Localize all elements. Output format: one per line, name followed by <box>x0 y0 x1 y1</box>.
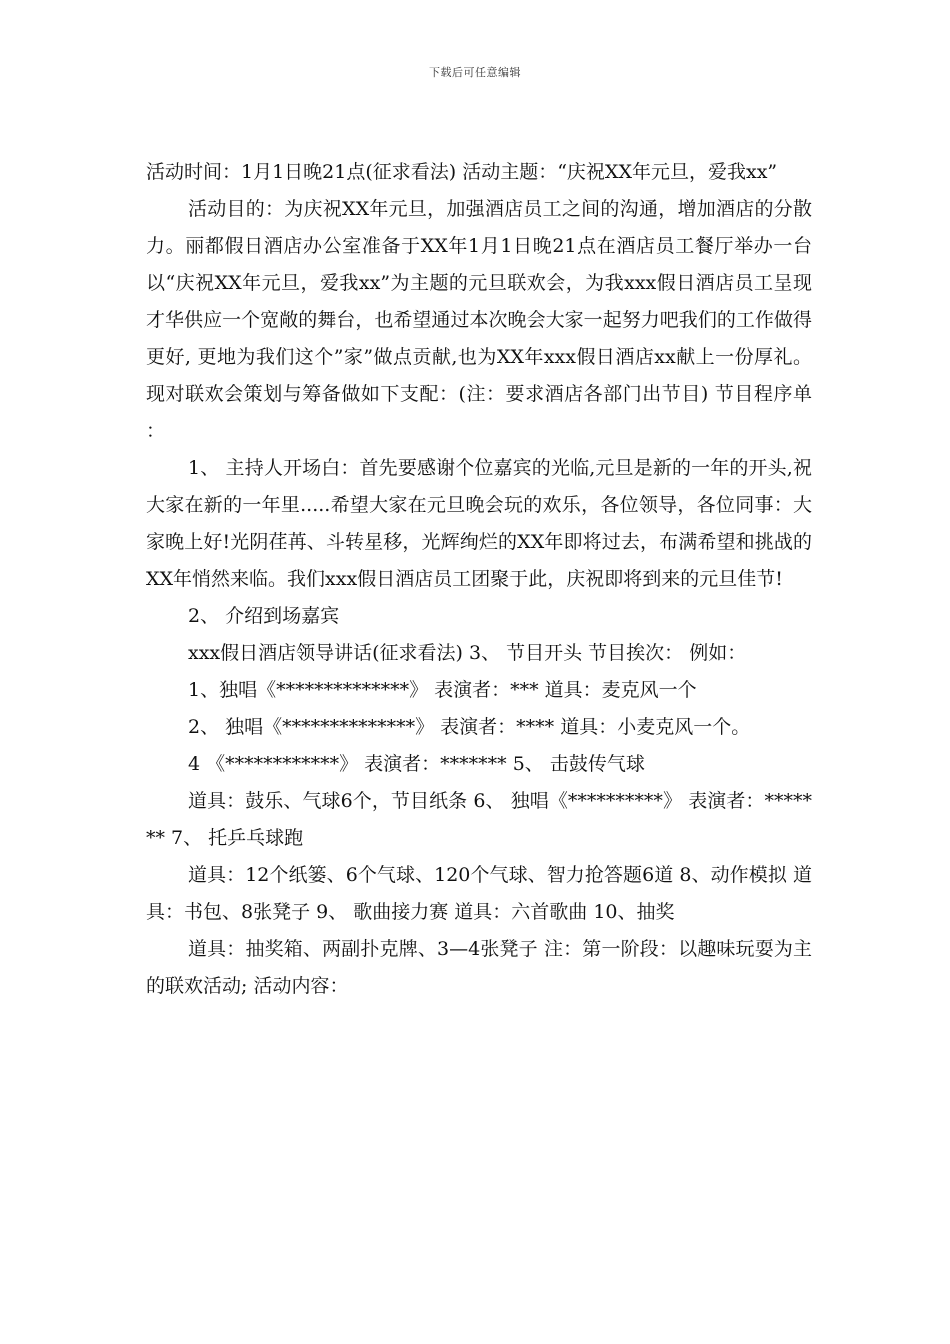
paragraph-program-6-7: 道具：鼓乐、气球6个，节目纸条 6、 独唱《**********》 表演者：******* 7、 托乒乓球跑 <box>146 790 812 849</box>
paragraph-leader-speech: xxx假日酒店领导讲话(征求看法) 3、 节目开头 节目挨次： 例如： <box>188 642 747 664</box>
paragraph-program-solo-1: 1、独唱《**************》 表演者：*** 道具：麦克风一个 <box>188 679 697 701</box>
paragraph-program-4-5: 4 《************》 表演者：******* 5、 击鼓传气球 <box>188 753 645 775</box>
paragraph-host-opening: 1、 主持人开场白：首先要感谢个位嘉宾的光临,元旦是新的一年的开头,祝大家在新的一年里.....希望大家在元旦晚会玩的欢乐，各位领导，各位同事：大家晚上好!光阴荏苒、斗转星移，光辉绚烂的XX年即将过去，布满希望和挑战的XX年悄然来临。我们xxx假日酒店员工团聚于此，庆祝即将到来的元旦佳节! <box>146 457 812 590</box>
paragraph-program-solo-2: 2、 独唱《**************》 表演者：**** 道具：小麦克风一个。 <box>188 716 751 738</box>
document-body <box>146 154 812 1005</box>
paragraph-activity-time: 活动时间：1月1日晚21点(征求看法) 活动主题：“庆祝XX年元旦，爱我xx” <box>146 161 778 183</box>
page-header: 下载后可任意编辑 <box>429 66 521 79</box>
paragraph-activity-purpose: 活动目的：为庆祝XX年元旦，加强酒店员工之间的沟通，增加酒店的分散力。丽都假日酒店办公室准备于XX年1月1日晚21点在酒店员工餐厅举办一台以“庆祝XX年元旦，爱我xx”为主题的元旦联欢会，为我xxx假日酒店员工呈现才华供应一个宽敞的舞台，也希望通过本次晚会大家一起努力吧我们的工作做得更好, 更地为我们这个”家”做点贡献,也为XX年xxx假日酒店xx献上一份厚礼。现对联欢会策划与筹备做如下支配：(注：要求酒店各部门出节目) 节目程序单 ： <box>146 198 812 442</box>
paragraph-program-8-10: 道具：12个纸篓、6个气球、120个气球、智力抢答题6道 8、动作模拟 道具：书包、8张凳子 9、 歌曲接力赛 道具：六首歌曲 10、抽奖 <box>146 864 812 923</box>
paragraph-introduce-guests: 2、 介绍到场嘉宾 <box>188 605 340 627</box>
paragraph-lottery-props: 道具：抽奖箱、两副扑克牌、3—4张凳子 注：第一阶段：以趣味玩耍为主的联欢活动; 活动内容： <box>146 938 812 997</box>
